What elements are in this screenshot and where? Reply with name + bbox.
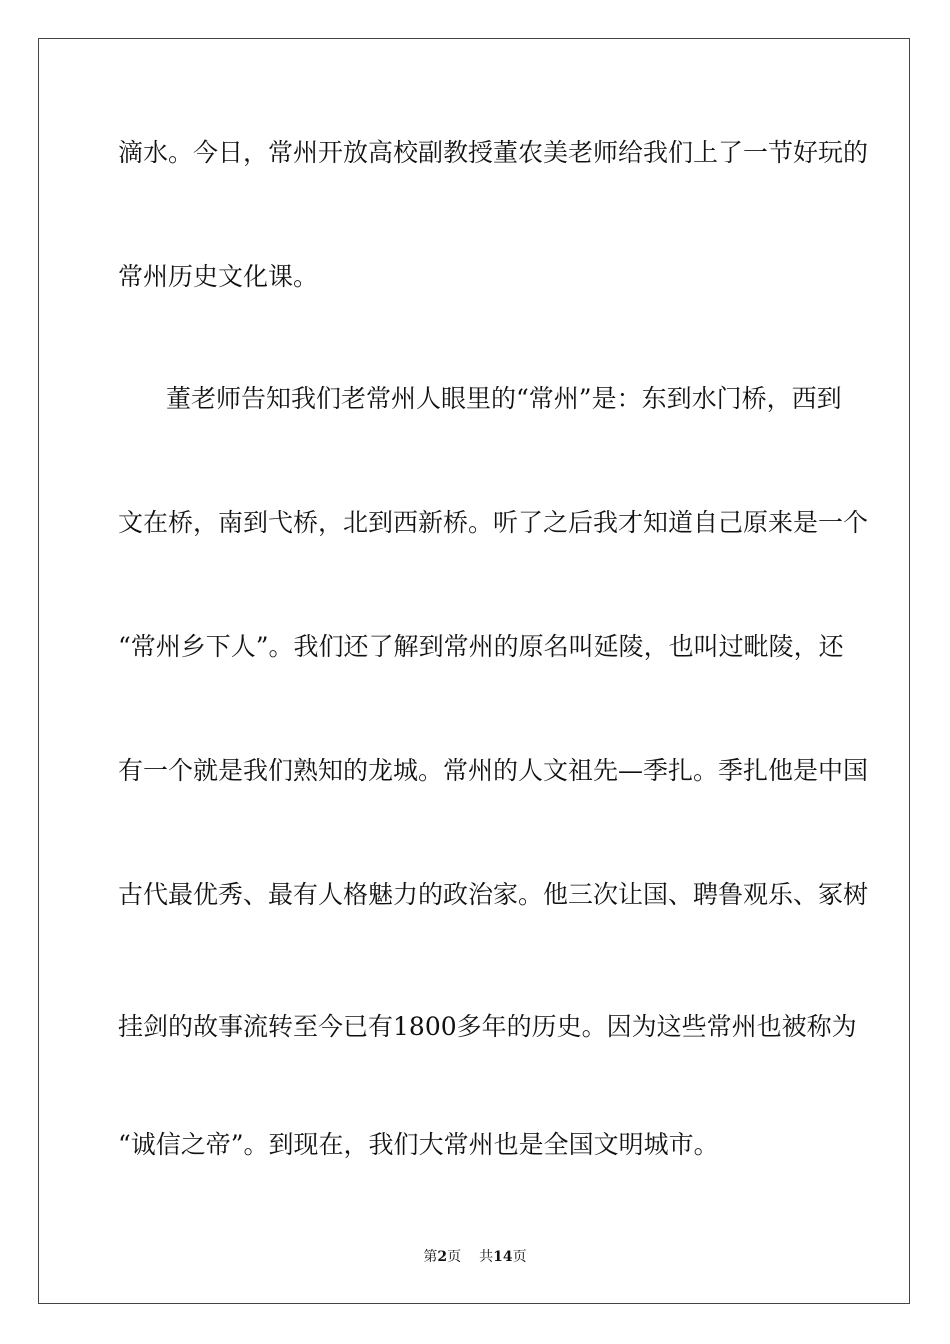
text-line-3: 董老师告知我们老常州人眼里的“常州”是：东到水门桥，西到: [166, 384, 842, 413]
text-line-8: 挂剑的故事流转至今已有1800多年的历史。因为这些常州也被称为: [118, 1012, 857, 1041]
page-footer: [0, 1246, 950, 1266]
footer-total-suffix: 页: [512, 1249, 527, 1265]
footer-page-suffix: 页: [447, 1249, 462, 1265]
text-line-2: 常州历史文化课。: [118, 262, 319, 291]
footer-page-prefix: 第: [423, 1249, 438, 1265]
page-border: [38, 38, 910, 1304]
text-line-4: 文在桥，南到弋桥，北到西新桥。听了之后我才知道自己原来是一个: [118, 508, 869, 537]
text-line-6: 有一个就是我们熟知的龙城。常州的人文祖先—季扎。季扎他是中国: [118, 756, 869, 785]
footer-page-number: 2: [437, 1249, 448, 1265]
text-line-9: “诚信之帝”。到现在，我们大常州也是全国文明城市。: [118, 1130, 719, 1159]
text-line-1: 滴水。今日，常州开放高校副教授董农美老师给我们上了一节好玩的: [118, 138, 869, 167]
footer-total-prefix: 共: [479, 1249, 494, 1265]
footer-total-number: 14: [493, 1249, 513, 1265]
text-line-7: 古代最优秀、最有人格魅力的政治家。他三次让国、聘鲁观乐、冢树: [118, 880, 869, 909]
text-line-5: “常州乡下人”。我们还了解到常州的原名叫延陵，也叫过毗陵，还: [118, 632, 844, 661]
